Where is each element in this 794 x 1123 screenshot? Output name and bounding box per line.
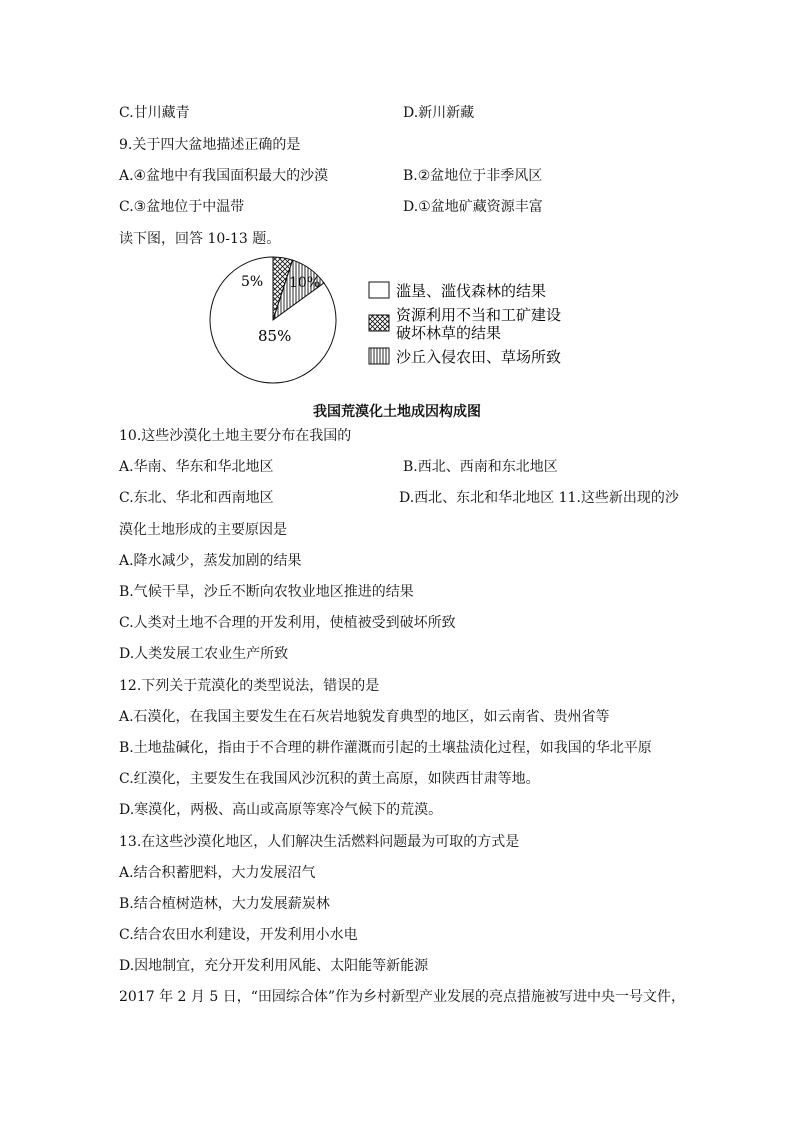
pie-chart (205, 254, 605, 389)
q9-option-a: A.④盆地中有我国面积最大的沙漠 (119, 168, 329, 184)
q13-option-b: B.结合植树造林，大力发展薪炭林 (119, 896, 330, 912)
q12-option-b: B.土地盐碱化，指由于不合理的耕作灌溉而引起的土壤盐渍化过程，如我国的华北平原 (119, 740, 652, 756)
q13-stem: 13.在这些沙漠化地区，人们解决生活燃料问题最为可取的方式是 (119, 834, 520, 850)
slice-label-85: 85% (258, 327, 292, 345)
q11-option-b: B.气候干旱，沙丘不断向农牧业地区推进的结果 (119, 584, 414, 600)
legend-label-1: 滥垦、滥伐森林的结果 (396, 282, 547, 300)
q12-option-d: D.寒漠化，两极、高山或高原等寒冷气候下的荒漠。 (119, 802, 443, 818)
final-paragraph: 2017 年 2 月 5 日，“田园综合体”作为乡村新型产业发展的亮点措施被写进中央一号文件， (119, 989, 686, 1005)
slice-label-5: 5% (241, 274, 264, 290)
q11-stem: 漠化土地形成的主要原因是 (119, 522, 287, 538)
q10-option-b: B.西北、西南和东北地区 (403, 459, 558, 475)
legend-swatch-vertical (369, 348, 389, 364)
legend-swatch-crosshatch (369, 315, 389, 331)
q10-stem: 10.这些沙漠化土地主要分布在我国的 (119, 428, 352, 444)
q13-option-c: C.结合农田水利建设，开发利用小水电 (119, 927, 358, 943)
legend (369, 282, 389, 364)
q13-option-d: D.因地制宜，充分开发利用风能、太阳能等新能源 (119, 958, 429, 974)
legend-label-2a: 资源利用不当和工矿建设 (396, 306, 562, 324)
q10-option-a: A.华南、华东和华北地区 (119, 459, 274, 475)
q11-option-d: D.人类发展工农业生产所致 (119, 646, 289, 662)
q12-option-c: C.红漠化，主要发生在我国风沙沉积的黄土高原，如陕西甘肃等地。 (119, 771, 540, 787)
reading-intro: 读下图，回答 10-13 题。 (119, 231, 281, 247)
q11-option-a: A.降水减少，蒸发加剧的结果 (119, 553, 302, 569)
q9-option-d: D.①盆地矿藏资源丰富 (403, 199, 543, 215)
q12-stem: 12.下列关于荒漠化的类型说法，错误的是 (119, 678, 380, 694)
legend-label-3: 沙丘入侵农田、草场所致 (396, 348, 562, 366)
q9-stem: 9.关于四大盆地描述正确的是 (119, 137, 301, 153)
slice-label-10: 10% (289, 275, 321, 291)
q8-option-c: C.甘川藏青 (119, 105, 190, 121)
q10-option-d: D.西北、东北和华北地区 11.这些新出现的沙 (399, 490, 679, 506)
q9-option-b: B.②盆地位于非季风区 (403, 168, 543, 184)
q9-option-c: C.③盆地位于中温带 (119, 199, 245, 215)
q11-option-c: C.人类对土地不合理的开发利用，使植被受到破坏所致 (119, 615, 456, 631)
legend-label-2b: 破坏林草的结果 (396, 324, 502, 342)
chart-title: 我国荒漠化土地成因构成图 (313, 404, 481, 420)
q12-option-a: A.石漠化，在我国主要发生在石灰岩地貌发育典型的地区，如云南省、贵州省等 (119, 709, 610, 725)
q10-option-c: C.东北、华北和西南地区 (119, 490, 274, 506)
q13-option-a: A.结合积蓄肥料，大力发展沼气 (119, 865, 316, 881)
legend-swatch-blank (369, 282, 389, 298)
q8-option-d: D.新川新藏 (403, 105, 475, 121)
